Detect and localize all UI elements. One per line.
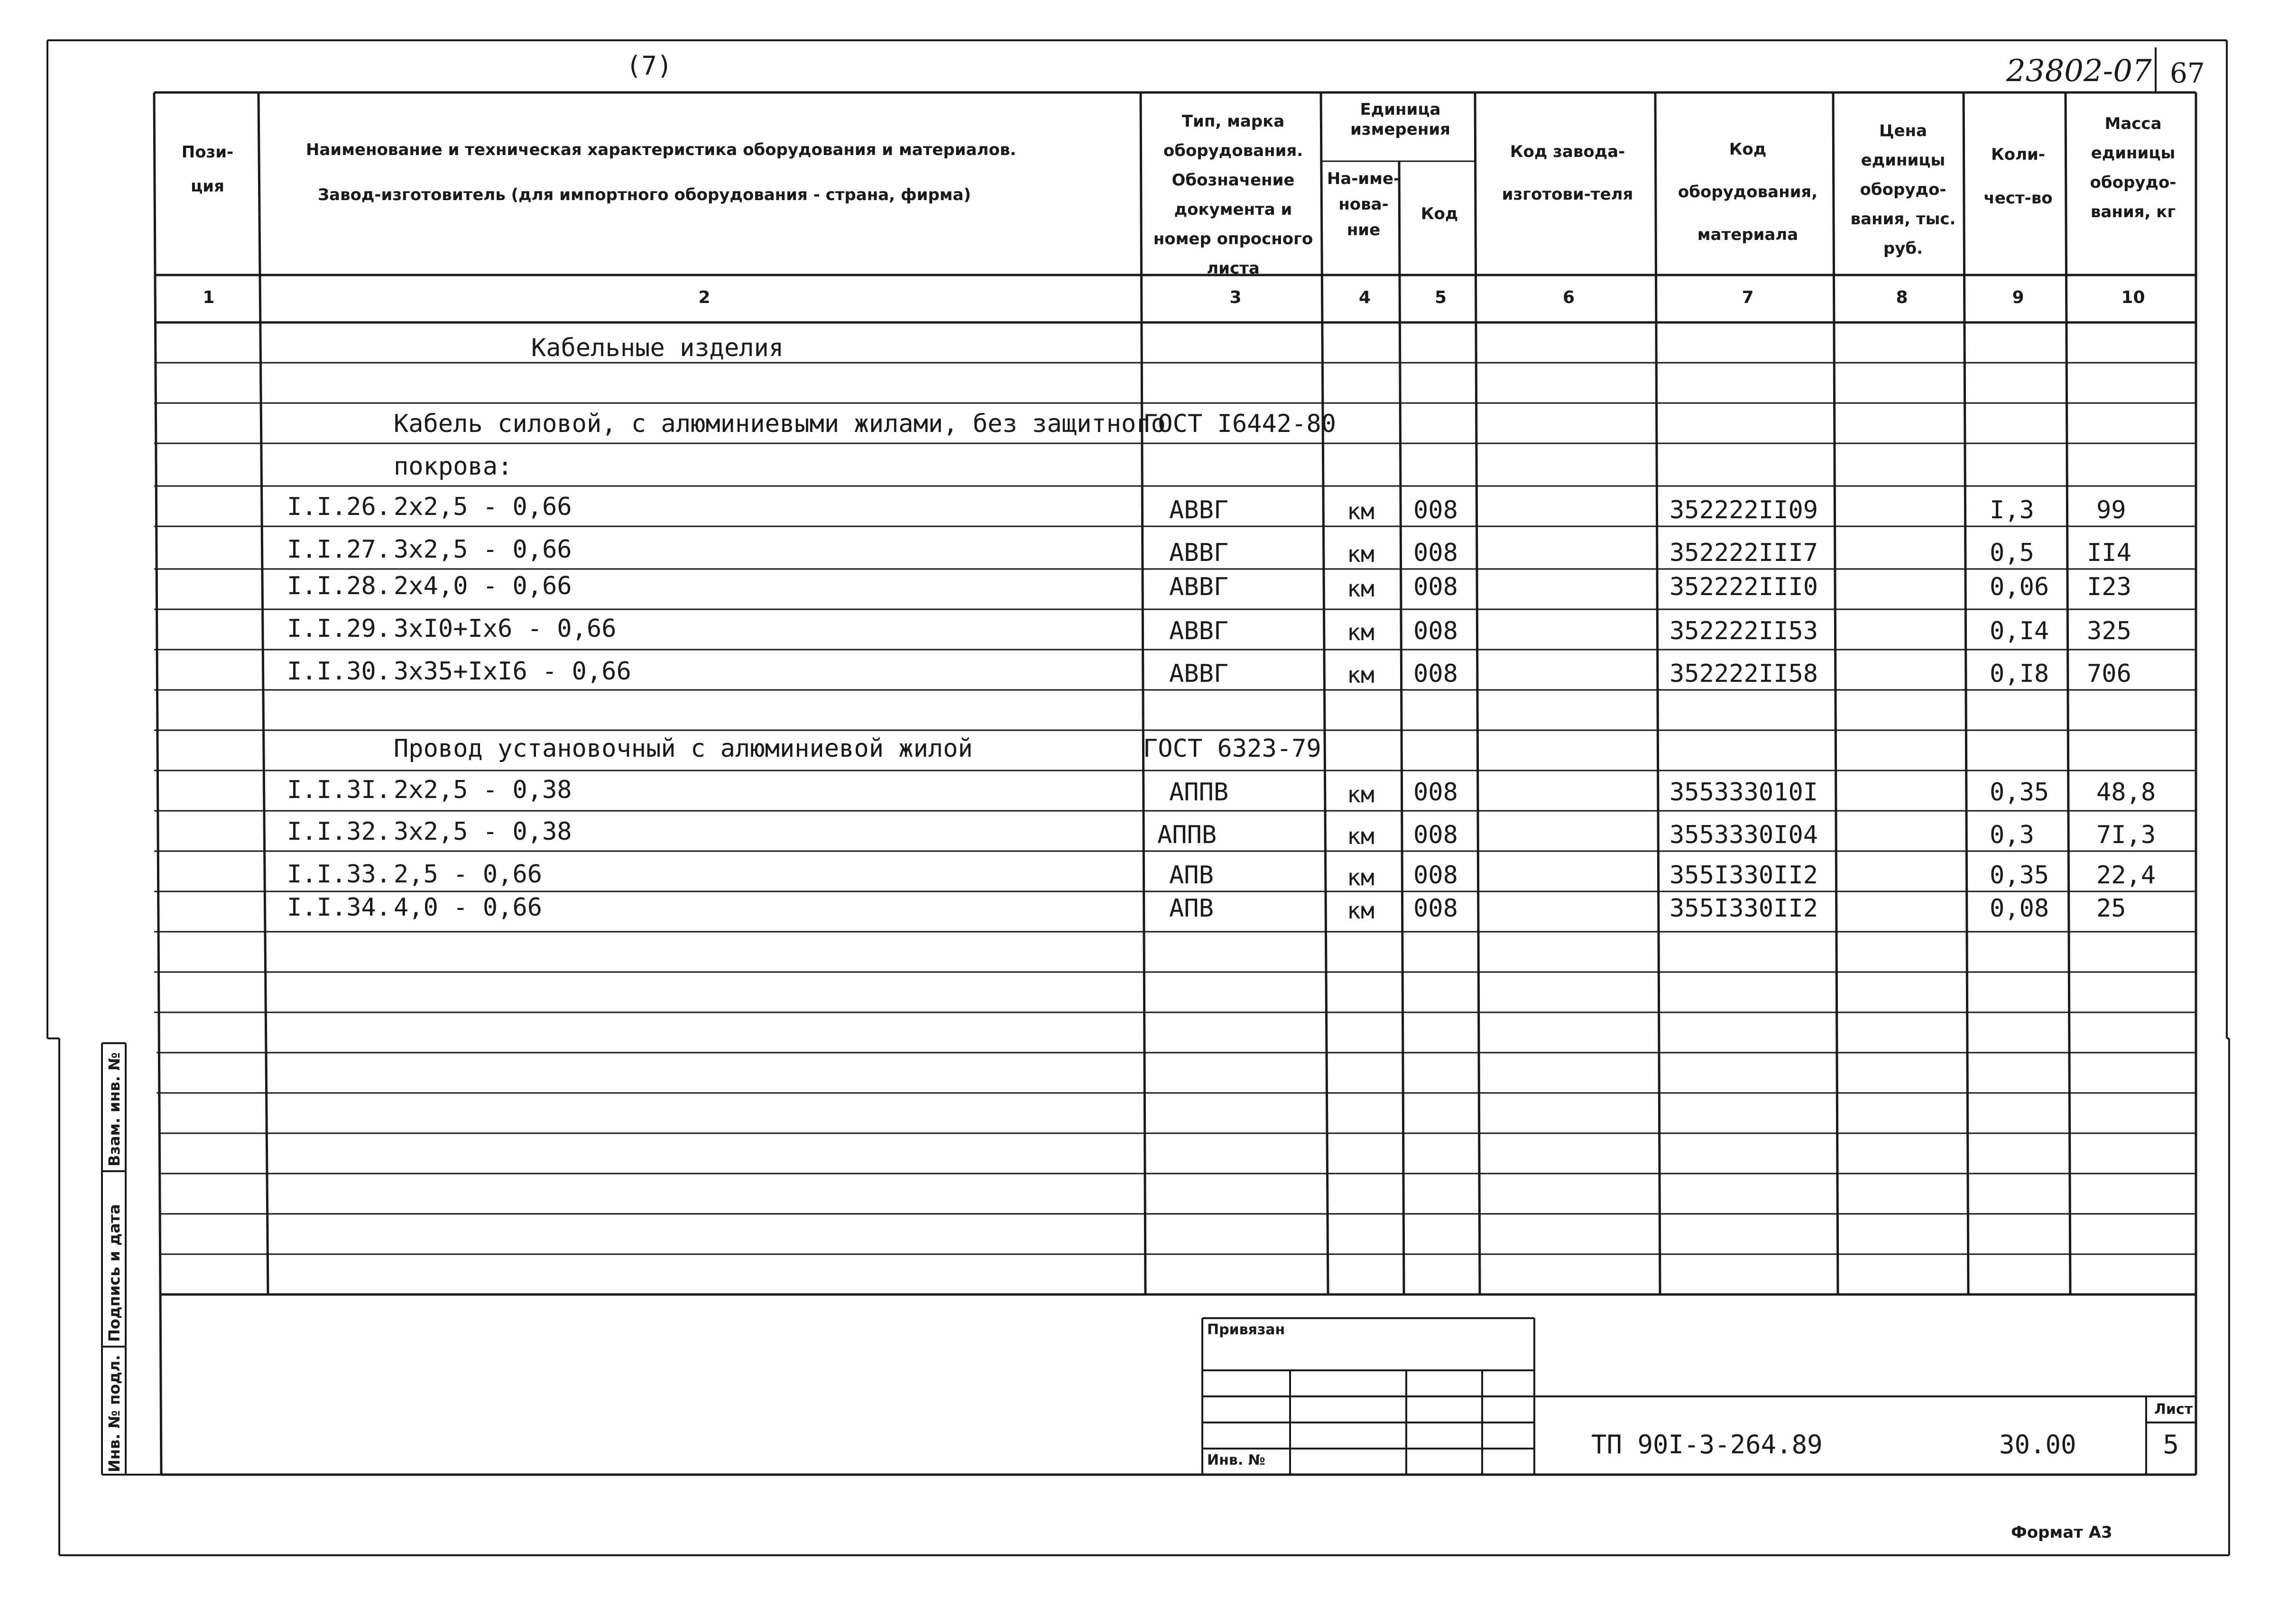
row-quantity: 0,35 xyxy=(1990,778,2049,807)
doc-code-handwritten: 23802-07 xyxy=(2006,54,2152,89)
row-position: I.I.33. xyxy=(287,860,391,889)
row-type: АВВГ xyxy=(1169,617,1229,645)
title-block-section-code: 30.00 xyxy=(1999,1430,2076,1459)
col-header-type: Тип, марка оборудования. Обозначение документа и номер опросного листа xyxy=(1153,112,1313,278)
col-header-plant-code: Код завода-изготови-теля xyxy=(1502,142,1633,204)
row-unit-code: 008 xyxy=(1413,617,1458,645)
row-position: I.I.30. xyxy=(287,657,391,686)
row-position: I.I.34. xyxy=(287,893,391,922)
row-unit-code: 008 xyxy=(1413,660,1458,688)
row-name: 3х35+IхI6 - 0,66 xyxy=(394,657,631,686)
row-equipment-code: 352222II09 xyxy=(1669,496,1818,524)
row-position: I.I.3I. xyxy=(287,776,391,804)
col-header-mass: Масса единицы оборудо-вания, кг xyxy=(2090,114,2177,221)
row-name: 3хI0+Iх6 - 0,66 xyxy=(394,615,617,643)
row-equipment-code: 352222II53 xyxy=(1669,617,1818,645)
row-unit-code: 008 xyxy=(1413,496,1458,524)
col-header-equipment-code: Код оборудования, материала xyxy=(1678,140,1818,244)
section-standard-install-wire: ГОСТ 6323-79 xyxy=(1143,734,1321,763)
row-quantity: 0,3 xyxy=(1990,821,2034,849)
row-quantity: 0,5 xyxy=(1990,539,2034,567)
title-block-project-code: ТП 90I-3-264.89 xyxy=(1591,1430,1823,1459)
row-unit-code: 008 xyxy=(1413,539,1458,567)
row-unit: км xyxy=(1347,864,1374,891)
col-header-name-line1: Наименование и техническая характеристика оборудования и материалов. xyxy=(306,140,1016,159)
row-unit: км xyxy=(1347,781,1374,808)
row-quantity: 0,35 xyxy=(1990,861,2049,890)
col-header-price: Цена единицы оборудо-вания, тыс. руб. xyxy=(1850,121,1956,258)
row-mass: 22,4 xyxy=(2096,861,2156,890)
row-unit-code: 008 xyxy=(1413,861,1458,890)
row-quantity: 0,I8 xyxy=(1990,660,2049,688)
row-equipment-code: 355I330II2 xyxy=(1669,894,1818,923)
title-block-privyazan: Привязан xyxy=(1207,1321,1285,1338)
row-quantity: I,3 xyxy=(1990,496,2034,524)
row-type: АПВ xyxy=(1169,861,1214,890)
row-name: 4,0 - 0,66 xyxy=(394,893,543,922)
row-position: I.I.28. xyxy=(287,572,391,600)
row-unit: км xyxy=(1347,576,1374,602)
col-number-2: 2 xyxy=(698,288,710,307)
col-header-unit-group: Единица измерения xyxy=(1350,100,1450,139)
row-mass: 99 xyxy=(2096,496,2126,524)
section-title-power-cable: Кабель силовой, с алюминиевыми жилами, без защитного xyxy=(394,410,1166,438)
row-name: 2х4,0 - 0,66 xyxy=(394,572,572,600)
section-title-power-cable-cont: покрова: xyxy=(394,452,513,481)
row-type: АППВ xyxy=(1157,821,1217,849)
col-header-position: Пози- ция xyxy=(181,143,234,196)
col-number-5: 5 xyxy=(1434,288,1447,307)
row-type: АППВ xyxy=(1169,778,1229,807)
row-equipment-code: 3553330I04 xyxy=(1669,821,1818,849)
col-number-6: 6 xyxy=(1562,288,1575,307)
col-number-9: 9 xyxy=(2012,288,2024,307)
page-number-top: (7) xyxy=(626,51,673,81)
section-standard-power-cable: ГОСТ I6442-80 xyxy=(1143,410,1336,438)
row-equipment-code: 352222II58 xyxy=(1669,660,1818,688)
row-unit: км xyxy=(1347,662,1374,688)
row-position: I.I.29. xyxy=(287,615,391,643)
row-name: 2х2,5 - 0,66 xyxy=(394,493,572,521)
row-unit-code: 008 xyxy=(1413,821,1458,849)
row-quantity: 0,06 xyxy=(1990,573,2049,601)
col-header-name-line2: Завод-изготовитель (для импортного оборудования - страна, фирма) xyxy=(318,185,971,204)
row-unit: км xyxy=(1347,498,1374,525)
section-title-install-wire: Провод установочный с алюминиевой жилой xyxy=(394,734,973,763)
row-unit: км xyxy=(1347,541,1374,568)
row-mass: 7I,3 xyxy=(2096,821,2156,849)
row-quantity: 0,08 xyxy=(1990,894,2049,923)
row-mass: 325 xyxy=(2087,617,2131,645)
row-quantity: 0,I4 xyxy=(1990,617,2049,645)
row-position: I.I.32. xyxy=(287,817,391,846)
row-equipment-code: 355I330II2 xyxy=(1669,861,1818,890)
row-type: АВВГ xyxy=(1169,573,1229,601)
col-number-8: 8 xyxy=(1896,288,1908,307)
col-header-unit-code: Код xyxy=(1420,204,1458,223)
col-number-7: 7 xyxy=(1742,288,1754,307)
row-type: АВВГ xyxy=(1169,539,1229,567)
row-unit-code: 008 xyxy=(1413,573,1458,601)
col-number-10: 10 xyxy=(2121,288,2145,307)
sheet-corner-number: 67 xyxy=(2170,57,2205,89)
row-name: 2х2,5 - 0,38 xyxy=(394,776,572,804)
row-mass: 706 xyxy=(2087,660,2131,688)
title-block-inv-no: Инв. № xyxy=(1207,1452,1265,1468)
row-mass: II4 xyxy=(2087,539,2131,567)
title-block-sheet-label: Лист xyxy=(2154,1401,2193,1418)
section-title-cable-products: Кабельные изделия xyxy=(531,334,784,362)
row-unit: км xyxy=(1347,898,1374,924)
row-type: АВВГ xyxy=(1169,660,1229,688)
col-number-1: 1 xyxy=(203,288,215,307)
row-mass: I23 xyxy=(2087,573,2131,601)
row-position: I.I.27. xyxy=(287,535,391,564)
row-name: 3х2,5 - 0,66 xyxy=(394,535,572,564)
stamp-vzam-inv: Взам. инв. № xyxy=(105,1052,123,1166)
col-number-3: 3 xyxy=(1229,288,1242,307)
row-name: 3х2,5 - 0,38 xyxy=(394,817,572,846)
row-equipment-code: 352222III0 xyxy=(1669,573,1818,601)
row-equipment-code: 352222III7 xyxy=(1669,539,1818,567)
format-label: Формат А3 xyxy=(2011,1523,2112,1542)
row-mass: 25 xyxy=(2096,894,2126,923)
row-type: АПВ xyxy=(1169,894,1214,923)
row-unit-code: 008 xyxy=(1413,778,1458,807)
row-position: I.I.26. xyxy=(287,493,391,521)
stamp-inv-podl: Инв. № подл. xyxy=(105,1355,123,1472)
row-equipment-code: 355333010I xyxy=(1669,778,1818,807)
row-name: 2,5 - 0,66 xyxy=(394,860,543,889)
title-block-sheet-number: 5 xyxy=(2163,1430,2179,1459)
row-unit: км xyxy=(1347,823,1374,850)
col-header-quantity: Коли-чест-во xyxy=(1983,145,2053,208)
row-unit-code: 008 xyxy=(1413,894,1458,923)
row-mass: 48,8 xyxy=(2096,778,2156,807)
row-type: АВВГ xyxy=(1169,496,1229,524)
stamp-podpis-data: Подпись и дата xyxy=(105,1204,123,1342)
col-number-4: 4 xyxy=(1358,288,1371,307)
col-header-unit-name: На-име-нова-ние xyxy=(1327,169,1401,239)
row-unit: км xyxy=(1347,619,1374,646)
